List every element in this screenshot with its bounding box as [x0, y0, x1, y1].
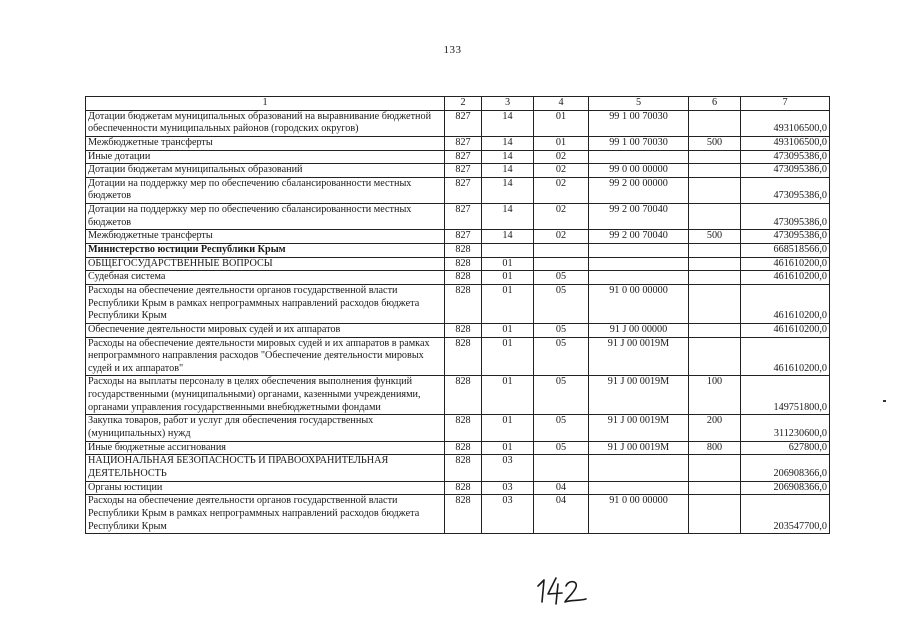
amount-cell: 311230600,0	[741, 415, 830, 441]
code-cell-2: 828	[445, 415, 482, 441]
code-cell-5	[589, 150, 689, 164]
code-cell-3: 01	[482, 337, 534, 376]
code-cell-6: 200	[689, 415, 741, 441]
code-cell-6	[689, 204, 741, 230]
code-cell-3: 01	[482, 376, 534, 415]
code-cell-2: 827	[445, 150, 482, 164]
budget-table	[85, 96, 830, 534]
code-cell-2: 828	[445, 257, 482, 271]
header-cell-5: 5	[589, 97, 689, 111]
code-cell-5: 91 J 00 0019M	[589, 376, 689, 415]
code-cell-6	[689, 284, 741, 323]
code-cell-3: 14	[482, 150, 534, 164]
code-cell-5: 99 2 00 70040	[589, 230, 689, 244]
code-cell-3: 01	[482, 271, 534, 285]
amount-cell: 461610200,0	[741, 271, 830, 285]
code-cell-4	[534, 455, 589, 481]
code-cell-5: 91 0 00 00000	[589, 284, 689, 323]
table-row	[86, 337, 830, 376]
table-row	[86, 204, 830, 230]
code-cell-4: 05	[534, 271, 589, 285]
code-cell-2: 827	[445, 164, 482, 178]
code-cell-2: 828	[445, 244, 482, 258]
amount-cell: 627800,0	[741, 441, 830, 455]
table-row	[86, 136, 830, 150]
name-cell: Органы юстиции	[86, 481, 445, 495]
amount-cell: 461610200,0	[741, 337, 830, 376]
table-row	[86, 376, 830, 415]
code-cell-5	[589, 481, 689, 495]
table-row	[86, 441, 830, 455]
code-cell-5: 99 0 00 00000	[589, 164, 689, 178]
code-cell-3: 03	[482, 481, 534, 495]
code-cell-2: 827	[445, 177, 482, 203]
code-cell-3: 14	[482, 110, 534, 136]
name-cell: Дотации на поддержку мер по обеспечению сбалансированности местных бюджетов	[86, 177, 445, 203]
name-cell: Дотации бюджетам муниципальных образований	[86, 164, 445, 178]
name-cell: Расходы на обеспечение деятельности мировых судей и их аппаратов в рамках непрограммного направления расходов "Обеспечение деятельности мировых судей и их аппаратов"	[86, 337, 445, 376]
code-cell-4: 01	[534, 136, 589, 150]
code-cell-6	[689, 257, 741, 271]
code-cell-4: 01	[534, 110, 589, 136]
amount-cell: 461610200,0	[741, 284, 830, 323]
code-cell-4: 02	[534, 204, 589, 230]
code-cell-6	[689, 164, 741, 178]
table-row	[86, 244, 830, 258]
code-cell-5: 99 1 00 70030	[589, 110, 689, 136]
code-cell-4: 05	[534, 284, 589, 323]
name-cell: Судебная система	[86, 271, 445, 285]
code-cell-6: 500	[689, 136, 741, 150]
code-cell-4	[534, 257, 589, 271]
code-cell-5: 99 1 00 70030	[589, 136, 689, 150]
code-cell-3: 01	[482, 441, 534, 455]
code-cell-6	[689, 177, 741, 203]
code-cell-2: 828	[445, 441, 482, 455]
margin-mark	[883, 400, 886, 402]
amount-cell: 493106500,0	[741, 136, 830, 150]
amount-cell: 461610200,0	[741, 323, 830, 337]
table-header-row	[86, 97, 830, 111]
code-cell-5: 91 J 00 0019M	[589, 337, 689, 376]
table-row	[86, 455, 830, 481]
code-cell-2: 828	[445, 481, 482, 495]
amount-cell: 461610200,0	[741, 257, 830, 271]
name-cell: Закупка товаров, работ и услуг для обеспечения государственных (муниципальных) нужд	[86, 415, 445, 441]
table-row	[86, 164, 830, 178]
code-cell-3: 14	[482, 177, 534, 203]
code-cell-6: 800	[689, 441, 741, 455]
code-cell-5	[589, 455, 689, 481]
amount-cell: 473095386,0	[741, 230, 830, 244]
code-cell-6	[689, 455, 741, 481]
code-cell-4: 02	[534, 164, 589, 178]
amount-cell: 149751800,0	[741, 376, 830, 415]
code-cell-4: 05	[534, 415, 589, 441]
name-cell: НАЦИОНАЛЬНАЯ БЕЗОПАСНОСТЬ И ПРАВООХРАНИТЕЛЬНАЯ ДЕЯТЕЛЬНОСТЬ	[86, 455, 445, 481]
code-cell-3: 03	[482, 495, 534, 534]
code-cell-5: 99 2 00 70040	[589, 204, 689, 230]
table-row	[86, 271, 830, 285]
code-cell-6	[689, 110, 741, 136]
code-cell-3: 01	[482, 323, 534, 337]
code-cell-3: 14	[482, 164, 534, 178]
code-cell-3: 14	[482, 230, 534, 244]
amount-cell: 493106500,0	[741, 110, 830, 136]
code-cell-6	[689, 150, 741, 164]
amount-cell: 473095386,0	[741, 164, 830, 178]
code-cell-6: 500	[689, 230, 741, 244]
code-cell-4: 02	[534, 177, 589, 203]
header-cell-6: 6	[689, 97, 741, 111]
header-cell-3: 3	[482, 97, 534, 111]
code-cell-2: 827	[445, 230, 482, 244]
code-cell-5: 91 J 00 0019M	[589, 441, 689, 455]
code-cell-5: 91 J 00 0019M	[589, 415, 689, 441]
code-cell-3: 01	[482, 257, 534, 271]
table-row	[86, 150, 830, 164]
amount-cell: 473095386,0	[741, 177, 830, 203]
amount-cell: 203547700,0	[741, 495, 830, 534]
code-cell-6: 100	[689, 376, 741, 415]
table-row	[86, 323, 830, 337]
code-cell-5	[589, 244, 689, 258]
amount-cell: 473095386,0	[741, 150, 830, 164]
code-cell-2: 828	[445, 455, 482, 481]
code-cell-6	[689, 337, 741, 376]
table-row	[86, 284, 830, 323]
code-cell-3: 03	[482, 455, 534, 481]
code-cell-3: 01	[482, 415, 534, 441]
code-cell-4: 02	[534, 150, 589, 164]
table-row	[86, 415, 830, 441]
code-cell-4: 05	[534, 376, 589, 415]
name-cell: Межбюджетные трансферты	[86, 136, 445, 150]
name-cell: Иные бюджетные ассигнования	[86, 441, 445, 455]
name-cell: Расходы на выплаты персоналу в целях обеспечения выполнения функций государственными (муниципальными) органами, казенными учреждениями, органами управления государственными внебюджетными фондами	[86, 376, 445, 415]
code-cell-2: 828	[445, 337, 482, 376]
code-cell-6	[689, 323, 741, 337]
code-cell-2: 827	[445, 110, 482, 136]
amount-cell: 206908366,0	[741, 481, 830, 495]
table-row	[86, 257, 830, 271]
code-cell-3	[482, 244, 534, 258]
code-cell-6	[689, 481, 741, 495]
table-row	[86, 110, 830, 136]
amount-cell: 668518566,0	[741, 244, 830, 258]
code-cell-4	[534, 244, 589, 258]
code-cell-4: 05	[534, 323, 589, 337]
code-cell-2: 827	[445, 204, 482, 230]
name-cell: Дотации на поддержку мер по обеспечению сбалансированности местных бюджетов	[86, 204, 445, 230]
code-cell-4: 04	[534, 481, 589, 495]
page-number: 133	[443, 44, 462, 56]
code-cell-5: 91 0 00 00000	[589, 495, 689, 534]
header-cell-1: 1	[86, 97, 445, 111]
name-cell: Иные дотации	[86, 150, 445, 164]
code-cell-4: 05	[534, 337, 589, 376]
code-cell-6	[689, 271, 741, 285]
table-row	[86, 230, 830, 244]
code-cell-6	[689, 244, 741, 258]
name-cell: Расходы на обеспечение деятельности органов государственной власти Республики Крым в рамках непрограммных направлений расходов бюджета Республики Крым	[86, 284, 445, 323]
code-cell-4: 04	[534, 495, 589, 534]
code-cell-3: 01	[482, 284, 534, 323]
code-cell-2: 828	[445, 323, 482, 337]
name-cell: Межбюджетные трансферты	[86, 230, 445, 244]
header-cell-2: 2	[445, 97, 482, 111]
handwritten-sheet-number	[532, 572, 592, 608]
table-row	[86, 177, 830, 203]
code-cell-4: 02	[534, 230, 589, 244]
name-cell: Министерство юстиции Республики Крым	[86, 244, 445, 258]
code-cell-2: 828	[445, 284, 482, 323]
name-cell: Обеспечение деятельности мировых судей и их аппаратов	[86, 323, 445, 337]
code-cell-2: 828	[445, 376, 482, 415]
name-cell: ОБЩЕГОСУДАРСТВЕННЫЕ ВОПРОСЫ	[86, 257, 445, 271]
code-cell-5: 91 J 00 00000	[589, 323, 689, 337]
code-cell-5: 99 2 00 00000	[589, 177, 689, 203]
code-cell-3: 14	[482, 136, 534, 150]
code-cell-4: 05	[534, 441, 589, 455]
code-cell-3: 14	[482, 204, 534, 230]
amount-cell: 206908366,0	[741, 455, 830, 481]
name-cell: Расходы на обеспечение деятельности органов государственной власти Республики Крым в рамках непрограммных направлений расходов бюджета Республики Крым	[86, 495, 445, 534]
code-cell-5	[589, 257, 689, 271]
code-cell-2: 828	[445, 495, 482, 534]
code-cell-2: 827	[445, 136, 482, 150]
code-cell-2: 828	[445, 271, 482, 285]
header-cell-7: 7	[741, 97, 830, 111]
table-row	[86, 495, 830, 534]
header-cell-4: 4	[534, 97, 589, 111]
code-cell-6	[689, 495, 741, 534]
amount-cell: 473095386,0	[741, 204, 830, 230]
table-row	[86, 481, 830, 495]
name-cell: Дотации бюджетам муниципальных образований на выравнивание бюджетной обеспеченности муниципальных районов (городских округов)	[86, 110, 445, 136]
code-cell-5	[589, 271, 689, 285]
